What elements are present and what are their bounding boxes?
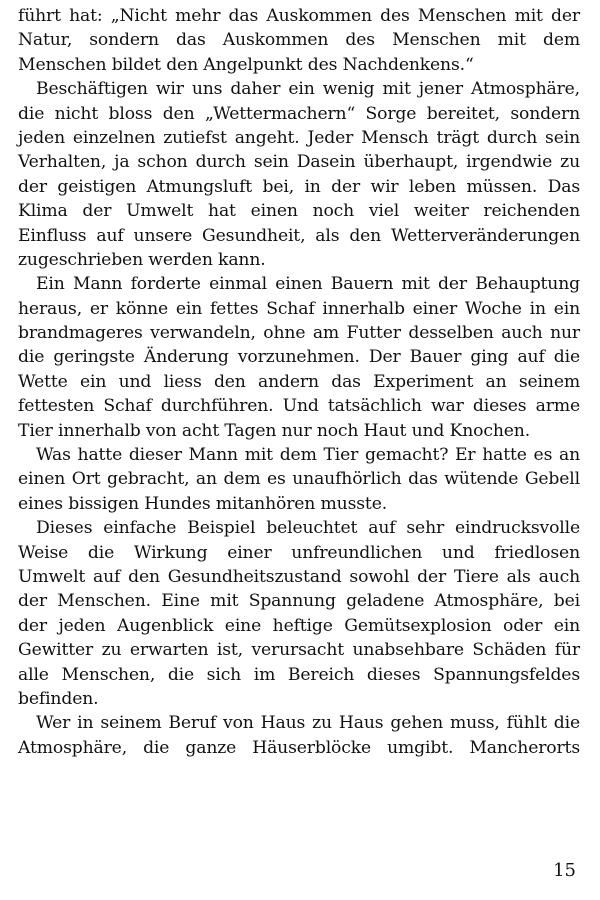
- page-number: 15: [553, 860, 576, 881]
- paragraph: [18, 443, 580, 516]
- text-line: Menschen bildet den Angelpunkt des Nachdenkens.“: [18, 54, 474, 75]
- text-line: Klima der Umwelt hat einen noch viel weiter reichenden: [18, 201, 580, 222]
- text-line: Ein Mann forderte einmal einen Bauern mit der Behauptung: [36, 274, 580, 295]
- text-line: einen Ort gebracht, an dem es unaufhörlich das wütende Gebell: [18, 469, 580, 490]
- text-line: brandmageres verwandeln, ohne am Futter desselben auch nur: [18, 323, 580, 344]
- text-line: die nicht bloss den „Wettermachern“ Sorge bereitet, sondern: [18, 103, 580, 124]
- text-line: Beschäftigen wir uns daher ein wenig mit jener Atmosphäre,: [36, 79, 580, 100]
- text-line: Wette ein und liess den andern das Experiment an seinem: [18, 371, 580, 392]
- text-line: Dieses einfache Beispiel beleuchtet auf sehr eindrucksvolle: [36, 518, 580, 539]
- paragraph: [18, 516, 580, 711]
- text-line: der jeden Augenblick eine heftige Gemütsexplosion oder ein: [18, 615, 580, 636]
- text-line: fettesten Schaf durchführen. Und tatsächlich war dieses arme: [18, 396, 580, 417]
- text-line: die geringste Änderung vorzunehmen. Der Bauer ging auf die: [18, 347, 580, 368]
- text-line: alle Menschen, die sich im Bereich dieses Spannungsfeldes: [18, 664, 580, 685]
- text-line: Tier innerhalb von acht Tagen nur noch Haut und Knochen.: [18, 420, 531, 441]
- text-line: befinden.: [18, 688, 99, 709]
- text-line: heraus, er könne ein fettes Schaf innerhalb einer Woche in ein: [18, 298, 580, 319]
- text-line: der geistigen Atmungsluft bei, in der wir leben müssen. Das: [18, 176, 580, 197]
- text-line: jeden einzelnen zutiefst angeht. Jeder Mensch trägt durch sein: [18, 127, 580, 148]
- text-line: Verhalten, ja schon durch sein Dasein überhaupt, irgendwie zu: [18, 152, 580, 173]
- paragraph: [18, 272, 580, 443]
- text-line: führt hat: „Nicht mehr das Auskommen des Menschen mit der: [18, 6, 580, 26]
- text-line: Umwelt auf den Gesundheitszustand sowohl der Tiere als auch: [18, 566, 580, 587]
- text-line: Natur, sondern das Auskommen des Menschen mit dem: [18, 30, 580, 51]
- text-line: zugeschrieben werden kann.: [18, 249, 266, 270]
- text-line: Was hatte dieser Mann mit dem Tier gemacht? Er hatte es an: [36, 445, 580, 466]
- text-line: Einfluss auf unsere Gesundheit, als den Wetterveränderungen: [18, 225, 580, 246]
- paragraph: [18, 77, 580, 272]
- text-line: der Menschen. Eine mit Spannung geladene Atmosphäre, bei: [18, 591, 580, 612]
- text-line: Atmosphäre, die ganze Häuserblöcke umgibt. Mancherorts: [18, 737, 580, 758]
- text-line: eines bissigen Hundes mitanhören musste.: [18, 493, 388, 514]
- paragraph: [18, 4, 580, 77]
- text-line: Gewitter zu erwarten ist, verursacht unabsehbare Schäden für: [18, 640, 580, 661]
- paragraph: [18, 711, 580, 760]
- text-line: Wer in seinem Beruf von Haus zu Haus gehen muss, fühlt die: [36, 713, 580, 734]
- body-text: [18, 4, 580, 760]
- text-line: Weise die Wirkung einer unfreundlichen und friedlosen: [18, 542, 580, 563]
